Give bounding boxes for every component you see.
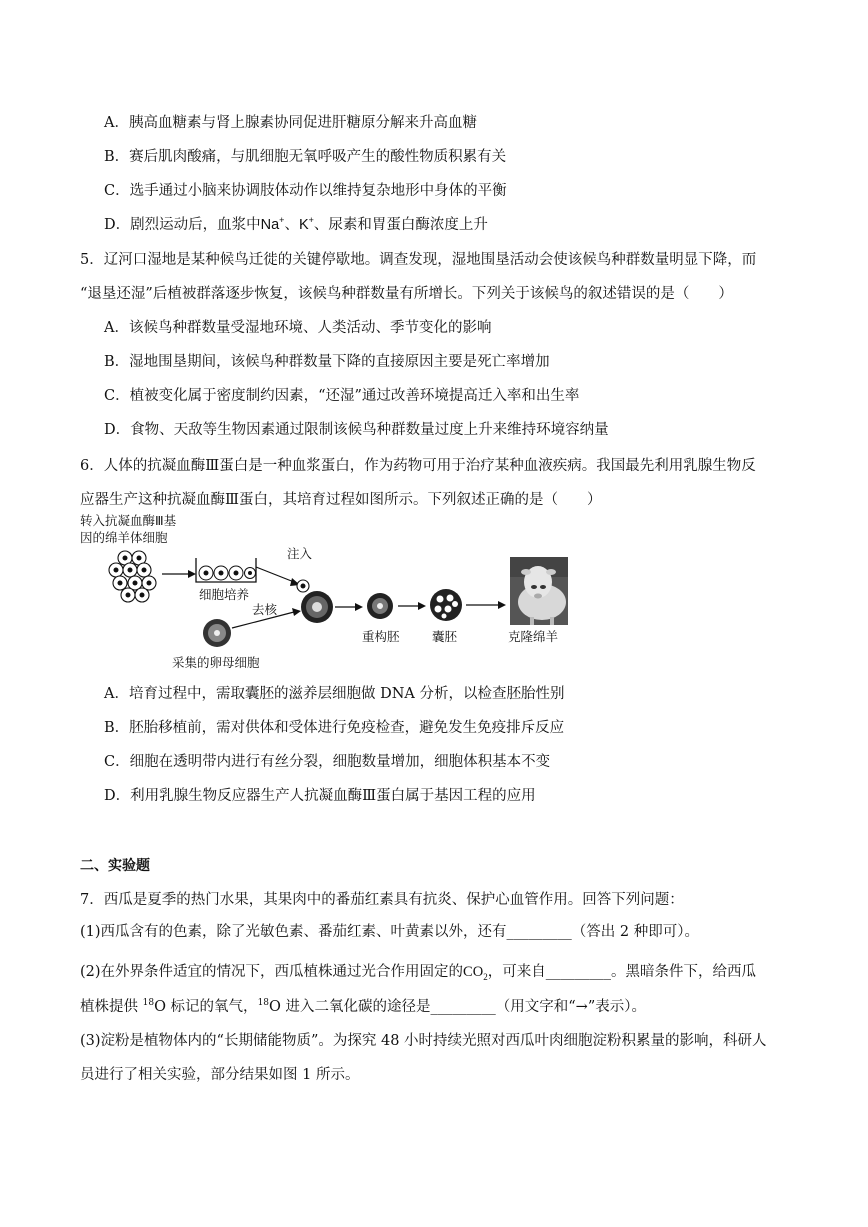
q7-stem: 7．西瓜是夏季的热门水果，其果肉中的番茄红素具有抗炎、保护心血管作用。回答下列问题：	[80, 892, 684, 908]
co2-formula: $CO_2$	[463, 964, 488, 982]
q5-option-b: B．湿地围垦期间，该候鸟种群数量下降的直接原因主要是死亡率增加	[104, 354, 550, 370]
q5-stem-line2: “退垦还湿”后植被群落逐步恢复，该候鸟种群数量有所增长。下列关于该候鸟的叙述错误的是（ ）	[80, 286, 733, 302]
label-blastocyst: 囊胚	[432, 629, 458, 644]
donor-cells-cluster	[109, 551, 156, 602]
q7-part1: (1)西瓜含有的色素，除了光敏色素、番茄红素、叶黄素以外，还有_________（答出 2 种即可）。	[80, 924, 699, 940]
label-donor-line1: 转入抗凝血酶Ⅲ基	[80, 513, 177, 528]
sodium-ion: Na+	[260, 215, 285, 233]
q5-option-c: C．植被变化属于密度制约因素，“还湿”通过改善环境提高迁入率和出生率	[104, 388, 580, 404]
q4-option-d-text: D．剧烈运动后，血浆中	[104, 217, 261, 233]
label-inject: 注入	[287, 546, 313, 561]
q5-option-d: D．食物、天敌等生物因素通过限制该候鸟种群数量过度上升来维持环境容纳量	[104, 422, 609, 438]
cell-culture-dish	[196, 558, 256, 582]
q6-stem-line2: 应器生产这种抗凝血酶Ⅲ蛋白，其培育过程如图所示。下列叙述正确的是（ ）	[80, 492, 602, 508]
label-oocyte: 采集的卵母细胞	[172, 655, 260, 670]
q6-option-a: A．培育过程中，需取囊胚的滋养层细胞做 DNA 分析，以检查胚胎性别	[104, 686, 565, 702]
label-enucleate: 去核	[252, 602, 278, 617]
blastocyst	[430, 589, 462, 621]
q6-option-d: D．利用乳腺生物反应器生产人抗凝血酶Ⅲ蛋白属于基因工程的应用	[104, 788, 536, 804]
cloning-process-figure	[80, 512, 620, 674]
section-heading: 二、实验题	[80, 858, 150, 874]
label-donor-line2: 因的绵羊体细胞	[80, 530, 168, 545]
q6-stem-line1: 6．人体的抗凝血酶Ⅲ蛋白是一种血浆蛋白，作为药物可用于治疗某种血液疾病。我国最先利用乳腺生物反	[80, 458, 756, 474]
q6-option-b: B．胚胎移植前，需对供体和受体进行免疫检查，避免发生免疫排斥反应	[104, 720, 565, 736]
q4-option-d: D．剧烈运动后，血浆中Na+、K+、尿素和胃蛋白酶浓度上升	[104, 215, 488, 233]
q4-option-a: A．胰高血糖素与肾上腺素协同促进肝糖原分解来升高血糖	[104, 115, 477, 131]
potassium-ion: K+	[298, 215, 314, 233]
q5-option-a: A．该候鸟种群数量受湿地环境、人类活动、季节变化的影响	[104, 320, 492, 336]
reconstructed-embryo	[367, 593, 393, 619]
q6-option-c: C．细胞在透明带内进行有丝分裂，细胞数量增加，细胞体积基本不变	[104, 754, 551, 770]
oocyte	[203, 619, 231, 647]
label-culture: 细胞培养	[199, 587, 250, 602]
label-reconstructed: 重构胚	[362, 629, 400, 644]
q7-part2-line1: (2)在外界条件适宜的情况下，西瓜植株通过光合作用固定的$CO_2$，可来自_________。黑暗条件下，给西瓜	[80, 964, 756, 982]
q7-part2-line2: 植株提供 $^{18}$O 标记的氧气，$^{18}$O 进入二氧化碳的途径是_________（用文字和“→”表示）。	[80, 998, 646, 1015]
q5-stem-line1: 5．辽河口湿地是某种候鸟迁徙的关键停歇地。调查发现，湿地围垦活动会使该候鸟种群数量明显下降，而	[80, 252, 757, 268]
q4-option-b: B．赛后肌肉酸痛，与肌细胞无氧呼吸产生的酸性物质积累有关	[104, 149, 507, 165]
label-clone: 克隆绵羊	[508, 629, 559, 644]
cloned-sheep-image	[510, 557, 568, 625]
q7-part3-line1: (3)淀粉是植物体内的“长期储能物质”。为探究 48 小时持续光照对西瓜叶肉细胞淀粉积累量的影响，科研人	[80, 1033, 767, 1049]
q4-option-c: C．选手通过小脑来协调肢体动作以维持复杂地形中身体的平衡	[104, 183, 507, 199]
fusion-cell	[301, 591, 333, 623]
q7-part3-line2: 员进行了相关实验，部分结果如图 1 所示。	[80, 1067, 360, 1083]
